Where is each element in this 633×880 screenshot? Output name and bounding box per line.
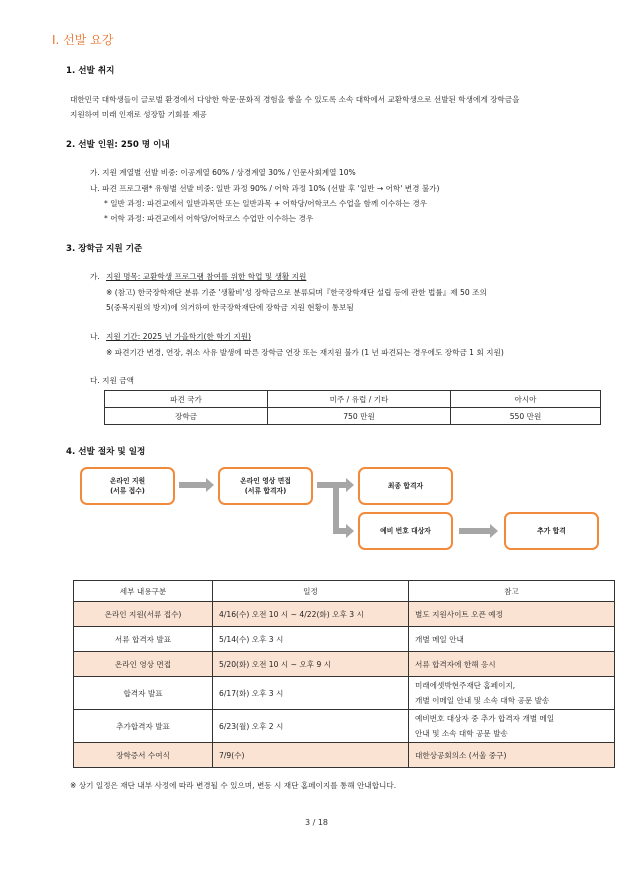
schedule-table <box>73 580 615 768</box>
table-row <box>74 652 615 677</box>
schedule-item: 온라인 영상 면접 <box>74 652 213 677</box>
quota-field-ratio: 가. 지원 계열별 선발 비중: 이공계열 60% / 상경계열 30% / 인문사회계열 10% <box>90 168 356 177</box>
amount-header-asia: 아시아 <box>451 391 601 408</box>
amount-header-americas: 미주 / 유럽 / 기타 <box>268 391 451 408</box>
schedule-note: 별도 지원사이트 오픈 예정 <box>409 602 615 627</box>
schedule-header-item: 세부 내용구분 <box>74 581 213 602</box>
quota-language-note: * 어학 과정: 파견교에서 어학당/어학코스 수업만 이수하는 경우 <box>104 214 314 223</box>
schedule-note-line2: 개별 이메일 안내 및 소속 대학 공문 발송 <box>415 696 550 705</box>
amount-header-country: 파견 국가 <box>105 391 268 408</box>
schedule-note: 대한상공회의소 (서울 중구) <box>409 743 615 768</box>
schedule-item: 합격자 발표 <box>74 677 213 710</box>
schedule-date: 5/20(화) 오전 10 시 ~ 오후 9 시 <box>213 652 409 677</box>
table-row <box>74 677 615 710</box>
schedule-footnote: ※ 상기 일정은 재단 내부 사정에 따라 변경될 수 있으며, 변동 시 재단 홈페이지를 통해 안내합니다. <box>70 781 397 790</box>
flow-step3-label: 최종 합격자 <box>387 482 424 490</box>
schedule-header-date: 일정 <box>213 581 409 602</box>
flow-step1-line2: (서류 접수) <box>110 487 145 495</box>
amount-row-label: 장학금 <box>105 408 268 425</box>
criteria-amount-label: 다. 지원 금액 <box>90 376 134 385</box>
schedule-note: 개별 메일 안내 <box>409 627 615 652</box>
schedule-date: 6/23(월) 오후 2 시 <box>213 710 409 743</box>
schedule-item: 장학증서 수여식 <box>74 743 213 768</box>
purpose-line-1: 대한민국 대학생들이 글로벌 환경에서 다양한 학문·문화적 경험을 쌓을 수 있도록 소속 대학에서 교환학생으로 선발된 학생에게 장학금을 <box>70 95 520 104</box>
criteria-period-label: 나. <box>90 332 100 341</box>
section-title: Ⅰ. 선발 요강 <box>52 33 114 47</box>
schedule-date: 4/16(수) 오전 10 시 ~ 4/22(화) 오후 3 시 <box>213 602 409 627</box>
table-row <box>74 627 615 652</box>
criteria-purpose-note-1: ※ (참고) 한국장학재단 분류 기준 '생활비'성 장학금으로 분류되며『한국장학재단 설립 등에 관한 법률』제 50 조의 <box>106 288 487 297</box>
amount-americas-value: 750 만원 <box>268 408 451 425</box>
schedule-note <box>409 677 615 710</box>
criteria-purpose-note-2: 5(중복지원의 방지)에 의거하여 한국장학재단에 장학금 지원 현황이 통보됨 <box>106 303 354 312</box>
table-row <box>74 743 615 768</box>
schedule-item: 서류 합격자 발표 <box>74 627 213 652</box>
schedule-header-row <box>74 581 615 602</box>
schedule-note <box>409 710 615 743</box>
quota-general-note: * 일반 과정: 파견교에서 일반과목만 또는 일반과목 + 어학당/어학코스 수업을 함께 이수하는 경우 <box>104 199 427 208</box>
purpose-line-2: 지원하여 미래 인재로 성장할 기회를 제공 <box>70 110 207 119</box>
schedule-header-note: 참고 <box>409 581 615 602</box>
heading-quota: 2. 선발 인원: 250 명 이내 <box>66 140 170 150</box>
schedule-note-line1: 예비번호 대상자 중 추가 합격자 개별 메일 <box>415 714 555 723</box>
criteria-purpose-label: 가. <box>90 272 100 281</box>
schedule-date: 7/9(수) <box>213 743 409 768</box>
flow-step5-label: 추가 합격 <box>537 527 566 535</box>
table-row <box>74 602 615 627</box>
page-number: 3 / 18 <box>304 818 329 827</box>
table-row <box>74 710 615 743</box>
amount-asia-value: 550 만원 <box>451 408 601 425</box>
schedule-date: 6/17(화) 오후 3 시 <box>213 677 409 710</box>
heading-process: 4. 선발 절차 및 일정 <box>66 447 146 457</box>
schedule-note-line2: 안내 및 소속 대학 공문 발송 <box>415 729 508 738</box>
criteria-period-note: ※ 파견기간 변경, 연장, 취소 사유 발생에 따른 장학금 연장 또는 재지원 불가 (1 년 파견되는 경우에도 장학금 1 회 지원) <box>106 348 504 357</box>
flow-step2-line1: 온라인 영상 면접 <box>240 477 291 485</box>
schedule-note: 서류 합격자에 한해 응시 <box>409 652 615 677</box>
flow-arrow-3-icon <box>333 488 354 538</box>
flow-step1-line1: 온라인 지원 <box>109 477 146 485</box>
schedule-item: 추가합격자 발표 <box>74 710 213 743</box>
heading-purpose: 1. 선발 취지 <box>66 66 115 76</box>
criteria-purpose: 지원 명목: 교환학생 프로그램 참여를 위한 학업 및 생활 지원 <box>106 272 307 281</box>
flow-step2-line2: (서류 합격자) <box>244 487 287 495</box>
schedule-date: 5/14(수) 오후 3 시 <box>213 627 409 652</box>
criteria-period: 지원 기간: 2025 년 가을학기(한 학기 지원) <box>106 332 251 341</box>
flow-step4-label: 예비 번호 대상자 <box>380 527 431 535</box>
quota-program-ratio: 나. 파견 프로그램* 유형별 선발 비중: 일반 과정 90% / 어학 과정 10% (선발 후 '일반 → 어학' 변경 불가) <box>90 184 440 193</box>
schedule-item: 온라인 지원(서류 접수) <box>74 602 213 627</box>
schedule-note-line1: 미래에셋박현주재단 홈페이지, <box>415 681 516 690</box>
flow-arrow-4-icon <box>459 524 498 538</box>
heading-criteria: 3. 장학금 지원 기준 <box>66 244 143 254</box>
flow-arrow-1-icon <box>179 478 214 492</box>
